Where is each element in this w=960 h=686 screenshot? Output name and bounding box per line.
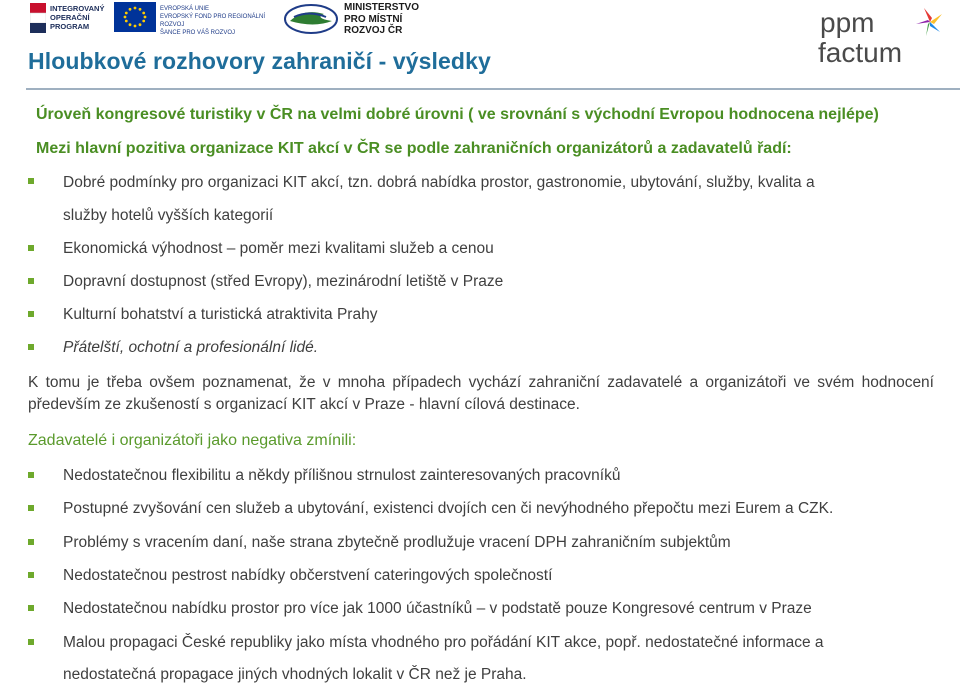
ministry-logo-text: MINISTERSTVO PRO MÍSTNÍ ROZVOJ ČR	[344, 2, 420, 36]
ministry-seal-icon	[284, 4, 338, 34]
iop-flag-icon	[30, 3, 46, 33]
bullet-icon	[28, 505, 34, 511]
bullet-icon	[28, 539, 34, 545]
bullet-icon	[28, 311, 34, 317]
title-divider	[26, 88, 960, 90]
list-item: Přátelští, ochotní a profesionální lidé.	[63, 339, 319, 356]
list-item: Nedostatečnou nabídku prostor pro více jak 1000 účastníků – v podstatě pouze Kongresové centrum v Praze	[63, 600, 812, 617]
bullet-icon	[28, 572, 34, 578]
list-item: Nedostatečnou flexibilitu a někdy přílišnou strnulost zainteresovaných pracovníků	[63, 467, 621, 484]
list-item: Dobré podmínky pro organizaci KIT akcí, tzn. dobrá nabídka prostor, gastronomie, ubytování, služby, kvalita a	[63, 174, 815, 191]
bullet-icon	[28, 605, 34, 611]
eu-flag-icon	[114, 2, 156, 32]
bullet-icon	[28, 472, 34, 478]
iop-logo-text: INTEGROVANÝ OPERAČNÍ PROGRAM	[50, 4, 105, 31]
list-item-continuation: nedostatečná propagace jiných vhodných lokalit v ČR než je Praha.	[63, 666, 527, 683]
svg-text:factum: factum	[818, 37, 903, 66]
eu-logo-text: EVROPSKÁ UNIE EVROPSKÝ FOND PRO REGIONÁLNÍ ROZVOJ ŠANCE PRO VÁŠ ROZVOJ	[160, 6, 266, 36]
bullet-icon	[28, 278, 34, 284]
bullet-icon	[28, 344, 34, 350]
ppm-factum-logo	[818, 4, 948, 66]
negatives-heading: Zadavatelé i organizátoři jako negativa zmínili:	[28, 432, 357, 449]
bullet-icon	[28, 178, 34, 184]
list-item: Kulturní bohatství a turistická atraktivita Prahy	[63, 306, 378, 323]
page-title: Hloubkové rozhovory zahraničí - výsledky	[28, 48, 491, 74]
list-item-continuation: služby hotelů vyšších kategorií	[63, 207, 274, 224]
positives-heading: Mezi hlavní pozitiva organizace KIT akcí v ČR se podle zahraničních organizátorů a zadavatelů řadí:	[36, 140, 792, 157]
list-item: Postupné zvyšování cen služeb a ubytování, existenci dvojích cen či nevýhodného přepočtu mezi Eurem a CZK.	[63, 500, 834, 517]
list-item: Malou propagaci České republiky jako místa vhodného pro pořádání KIT akce, popř. nedostatečné informace a	[63, 634, 824, 651]
note-paragraph: K tomu je třeba ovšem poznamenat, že v mnoha případech vychází zahraniční zadavatelé a organizátoři ve svém hodnocení především ze zkušeností s organizací KIT akcí v Praze - hlavní cílová destinace.	[28, 374, 934, 413]
svg-text:ppm: ppm	[820, 7, 875, 38]
list-item: Problémy s vracením daní, naše strana zbytečně prodlužuje vracení DPH zahraničním subjektům	[63, 534, 731, 551]
list-item: Ekonomická výhodnost – poměr mezi kvalitami služeb a cenou	[63, 240, 494, 257]
bullet-icon	[28, 245, 34, 251]
lead-statement: Úroveň kongresové turistiky v ČR na velmi dobré úrovni ( ve srovnání s východní Evropou hodnocena nejlépe)	[36, 106, 879, 123]
list-item: Nedostatečnou pestrost nabídky občerstvení cateringových společností	[63, 567, 553, 584]
bullet-icon	[28, 639, 34, 645]
list-item: Dopravní dostupnost (střed Evropy), mezinárodní letiště v Praze	[63, 273, 504, 290]
